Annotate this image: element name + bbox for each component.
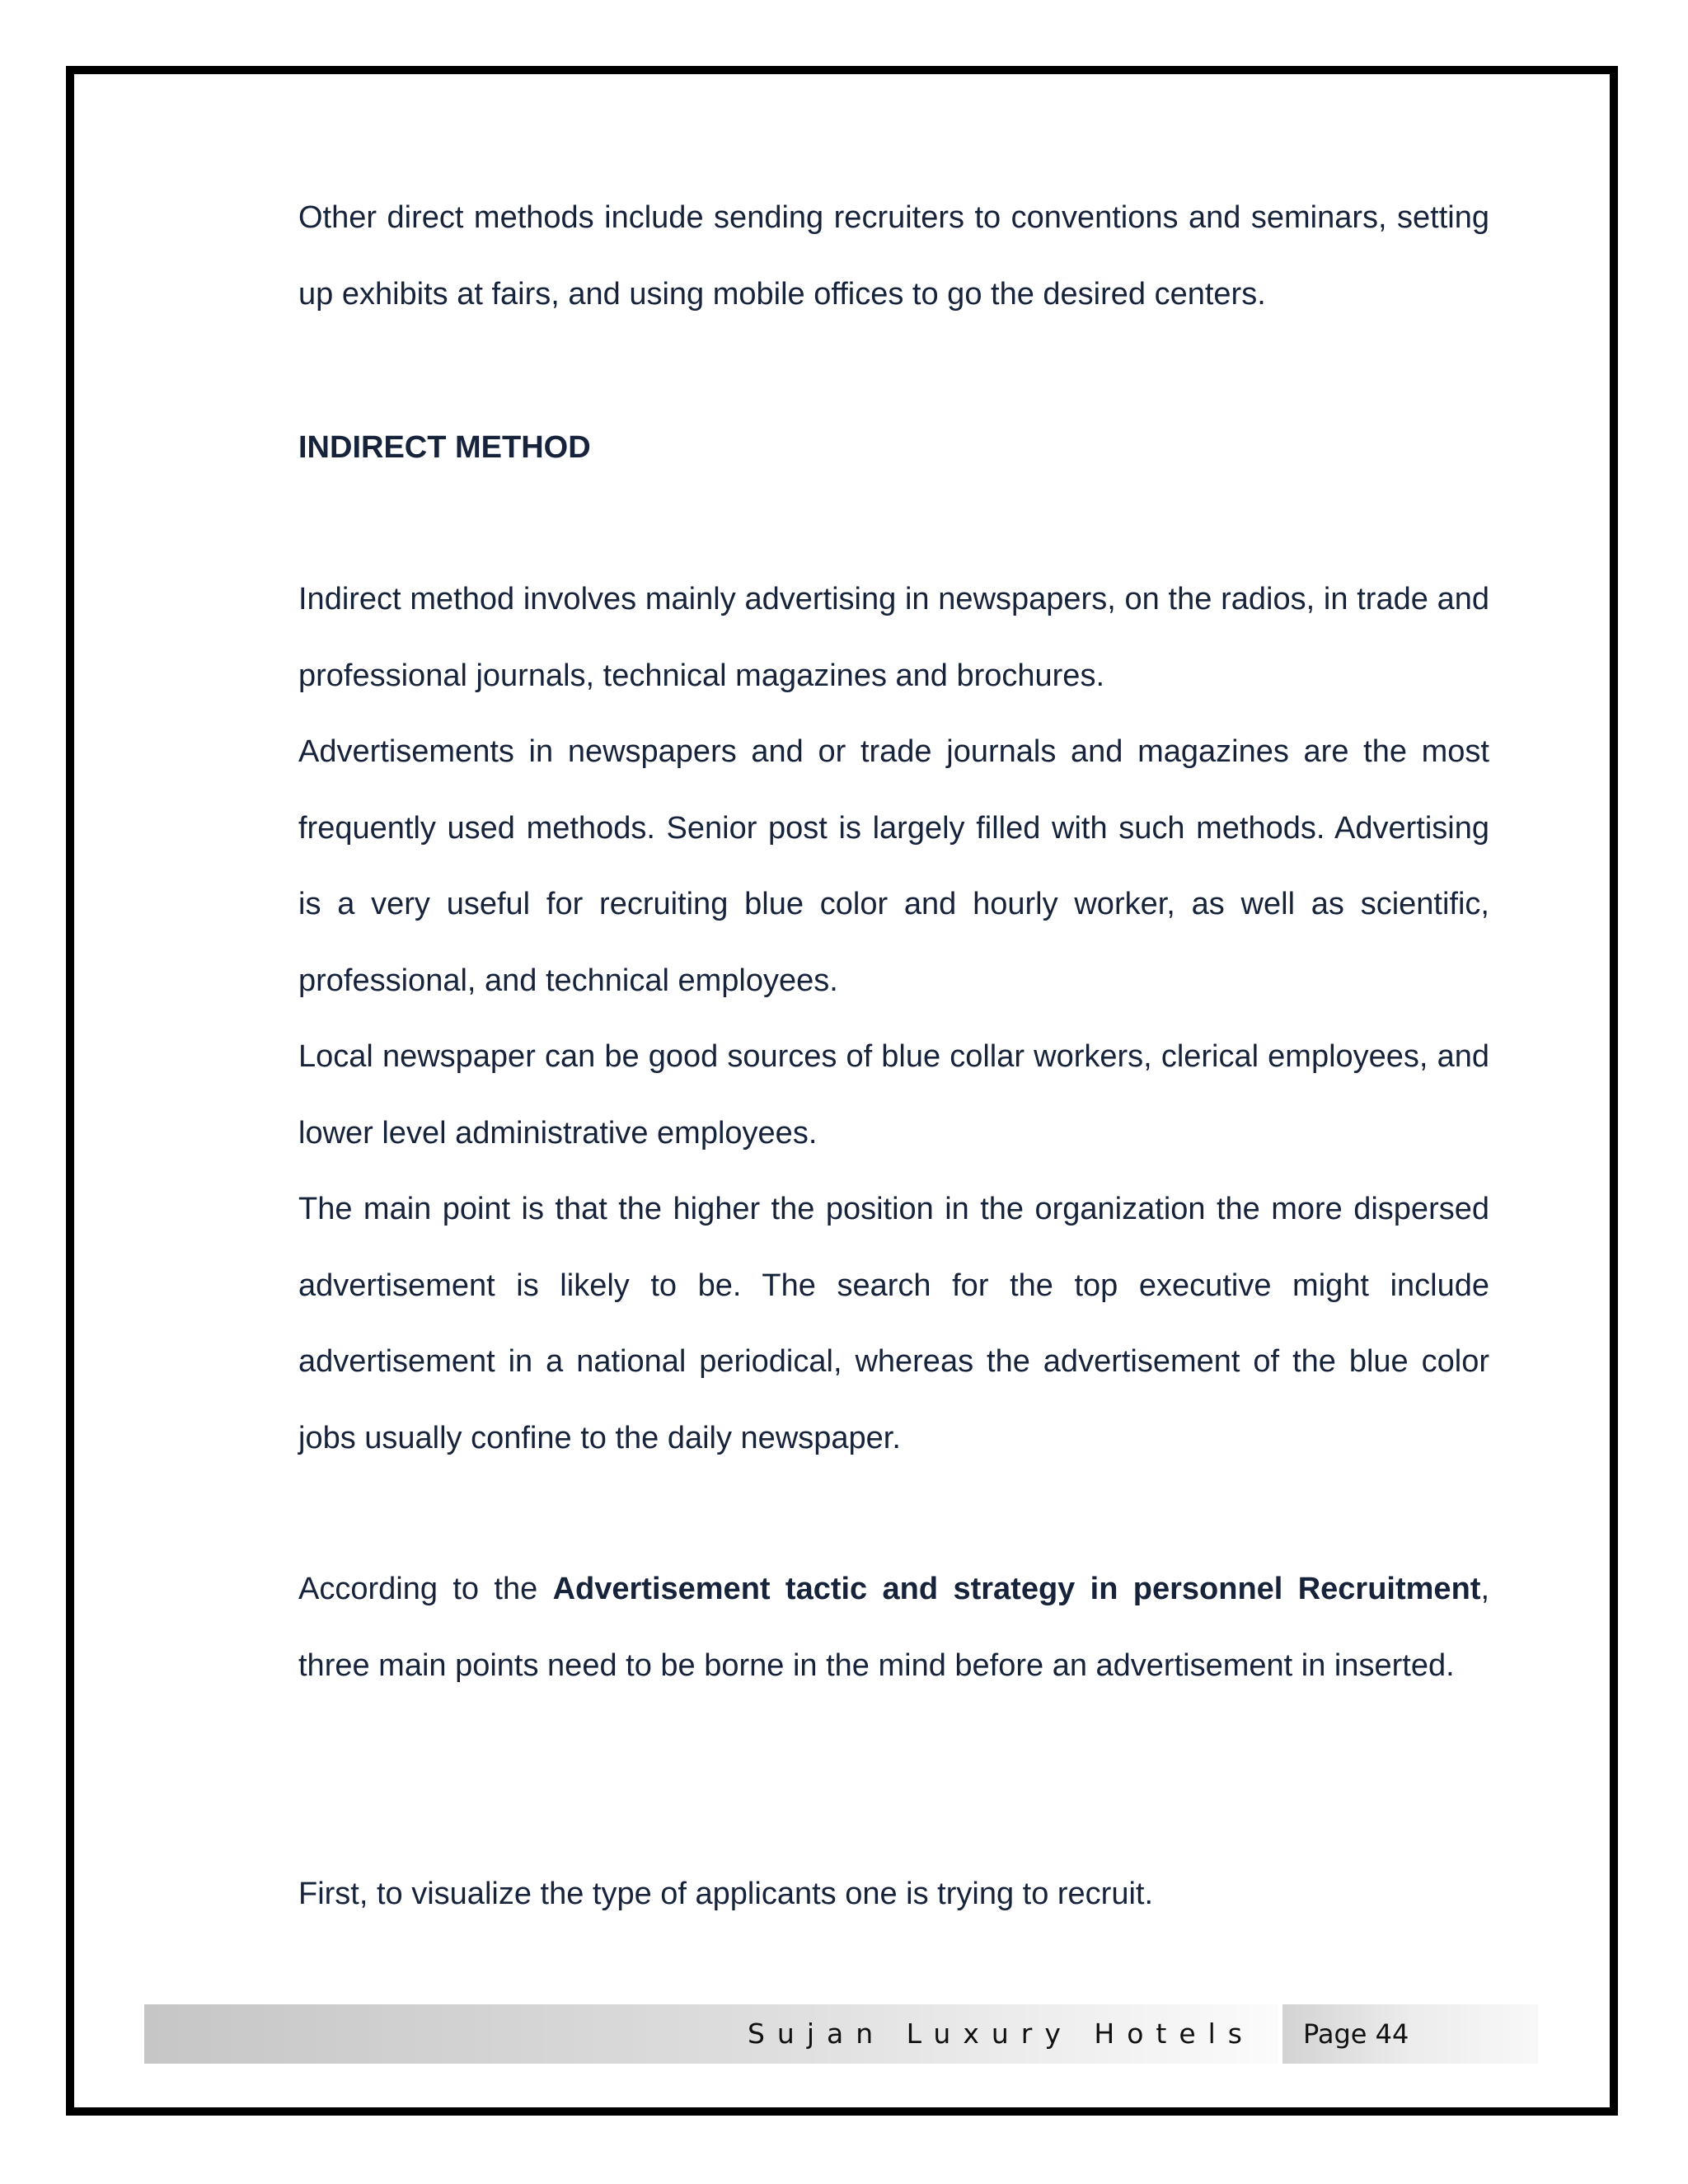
paragraph-direct-methods — [298, 180, 1489, 332]
according-suffix: , three main points need to be borne in the mind before an advertisement in inserted. — [298, 1572, 1489, 1683]
page-number: Page 44 — [1303, 2018, 1409, 2050]
paragraph-first-point-text: First, to visualize the type of applicants one is trying to recruit. — [298, 1877, 1154, 1911]
indirect-method-body — [298, 561, 1489, 1476]
paragraph-advertisements: Advertisements in newspapers and or trade journals and magazines are the most frequently used methods. Senior post is largely filled with such methods. Advertising is a very useful for recruiting blue color and hourly worker, as well as scientific, professional, and technical employees. — [298, 734, 1489, 998]
paragraph-main-point: The main point is that the higher the position in the organization the more dispersed advertisement is likely to be. The search for the top executive might include advertisement in a national periodical, whereas the advertisement of the blue color jobs usually confine to the daily newspaper. — [298, 1192, 1489, 1455]
paragraph-direct-methods-text: Other direct methods include sending recruiters to conventions and seminars, setting up exhibits at fairs, and using mobile offices to go the desired centers. — [298, 200, 1489, 312]
footer-title-bar — [144, 2004, 1278, 2064]
paragraph-according-text — [298, 1551, 1489, 1704]
paragraph-local-newspaper: Local newspaper can be good sources of blue collar workers, clerical employees, and lower level administrative employees. — [298, 1039, 1489, 1151]
footer-page-box — [1282, 2004, 1538, 2064]
paragraph-first-point — [298, 1856, 1489, 1933]
according-prefix: According to the — [298, 1572, 553, 1606]
paragraph-according — [298, 1551, 1489, 1704]
according-bold-title: Advertisement tactic and strategy in personnel Recruitment — [552, 1572, 1481, 1606]
footer-title: Sujan Luxury Hotels — [747, 2018, 1254, 2050]
section-heading-indirect-method: INDIRECT METHOD — [298, 430, 591, 465]
paragraph-indirect-intro: Indirect method involves mainly advertising in newspapers, on the radios, in trade and professional journals, technical magazines and brochures. — [298, 582, 1489, 693]
